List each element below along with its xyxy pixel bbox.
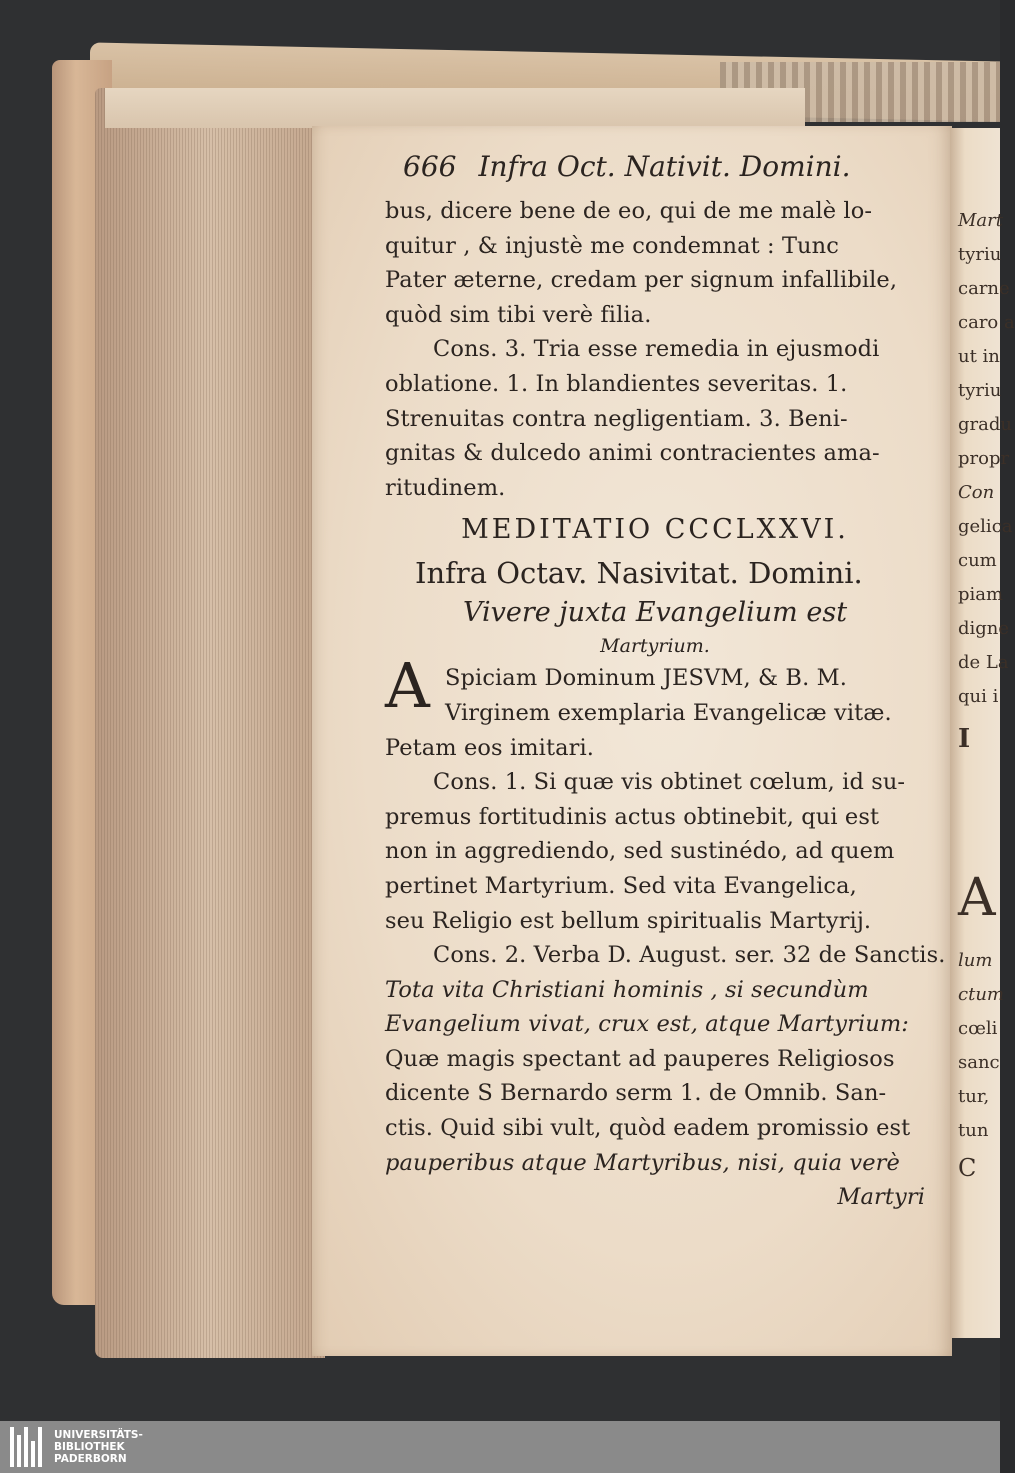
text-line: Petam eos imitari. (385, 734, 595, 761)
drop-cap-paragraph (385, 649, 925, 730)
right-page-text: gelica (958, 516, 1013, 537)
right-page-text: de La (958, 652, 1009, 673)
right-page-text: digne (958, 618, 1010, 639)
text-line: premus fortitudinis actus obtinebit, qui est (385, 803, 880, 830)
library-name-line: PADERBORN (54, 1453, 127, 1465)
meditation-theme-cont: Martyrium. (600, 635, 710, 658)
right-page-text: tur, (958, 1086, 990, 1107)
right-page-text: lum (958, 950, 993, 971)
text-line: quitur , & injustè me condemnat : Tunc (385, 232, 839, 259)
text-line: Pater æterne, credam per signum infallibile, (385, 267, 898, 294)
library-logo-icon (10, 1427, 44, 1467)
right-page-text: piam (958, 584, 1004, 605)
right-page-text: C (958, 1154, 977, 1182)
text-line: Strenuitas contra negligentiam. 3. Beni- (385, 405, 848, 432)
text-line: pertinet Martyrium. Sed vita Evangelica, (385, 872, 857, 899)
text-line: Cons. 2. Verba D. August. ser. 32 de Sanctis. (433, 942, 946, 969)
page-number: 666 (403, 150, 457, 183)
text-line: non in aggrediendo, sed sustinédo, ad quem (385, 838, 895, 865)
drop-cap: A (385, 649, 430, 723)
right-page-dropcap: A (958, 868, 996, 928)
catchword: Martyri (837, 1184, 925, 1211)
text-line: Virginem exemplaria Evangelicæ vitæ. (445, 699, 892, 726)
right-page-text: sanc (958, 1052, 1000, 1073)
text-line: Quæ magis spectant ad pauperes Religiosos (385, 1045, 895, 1072)
right-page-text: tyriu (958, 380, 1002, 401)
right-page-text: I (958, 724, 971, 754)
page-edges (95, 88, 325, 1358)
page-text (385, 150, 946, 1215)
quote-line: Tota vita Christiani hominis , si secundùm (385, 976, 869, 1003)
right-page-text: qui i (958, 686, 999, 707)
right-page-text: Con (958, 482, 995, 503)
text-line: ritudinem. (385, 474, 506, 501)
right-page-text: propr (958, 448, 1010, 469)
text-line: bus, dicere bene de eo, qui de me malè lo- (385, 198, 873, 224)
text-line: ctis. Quid sibi vult, quòd eadem promissio est (385, 1115, 911, 1142)
meditation-subtitle: Infra Octav. Nasivitat. Domini. (415, 556, 863, 591)
library-name-line: UNIVERSITÄTS- (54, 1429, 143, 1441)
quote-line: Evangelium vivat, crux est, atque Martyrium: (385, 1011, 909, 1038)
right-page-text: tyriu (958, 244, 1002, 265)
right-page-fragment (950, 128, 1015, 1338)
library-name-line: BIBLIOTHEK (54, 1441, 125, 1453)
text-line: quòd sim tibi verè filia. (385, 301, 652, 328)
text-line: Cons. 1. Si quæ vis obtinet cœlum, id su- (433, 769, 906, 796)
running-header (403, 150, 925, 194)
text-line: dicente S Bernardo serm 1. de Omnib. San- (385, 1080, 887, 1107)
text-line: gnitas & dulcedo animi contracientes ama- (385, 440, 880, 467)
text-line: seu Religio est bellum spiritualis Martyrij. (385, 907, 872, 934)
text-line: pauperibus atque Martyribus, nisi, quia verè (385, 1149, 900, 1176)
right-page-text: ut in (958, 346, 1000, 367)
text-line: Spiciam Dominum JESVM, & B. M. (445, 665, 847, 692)
right-page-text: caro a (958, 312, 1015, 333)
right-page-text: tun (958, 1120, 989, 1141)
meditation-theme: Vivere juxta Evangelium est (462, 597, 848, 629)
right-page-text: cum (958, 550, 997, 571)
right-page-text: cœli (958, 1018, 998, 1039)
right-page-text: carne (958, 278, 1010, 299)
page-block-top (105, 88, 805, 128)
right-page-text: gradu (958, 414, 1012, 435)
meditation-title: MEDITATIO CCCLXXVI. (461, 514, 849, 546)
running-title: Infra Oct. Nativit. Domini. (478, 150, 851, 183)
text-line: Cons. 3. Tria esse remedia in ejusmodi (433, 336, 880, 363)
text-line: oblatione. 1. In blandientes severitas. 1. (385, 370, 848, 397)
library-footer (0, 1421, 1000, 1473)
right-page-text: Mart (958, 210, 1003, 231)
library-name (54, 1429, 143, 1465)
right-page-text: ctum (958, 984, 1004, 1005)
